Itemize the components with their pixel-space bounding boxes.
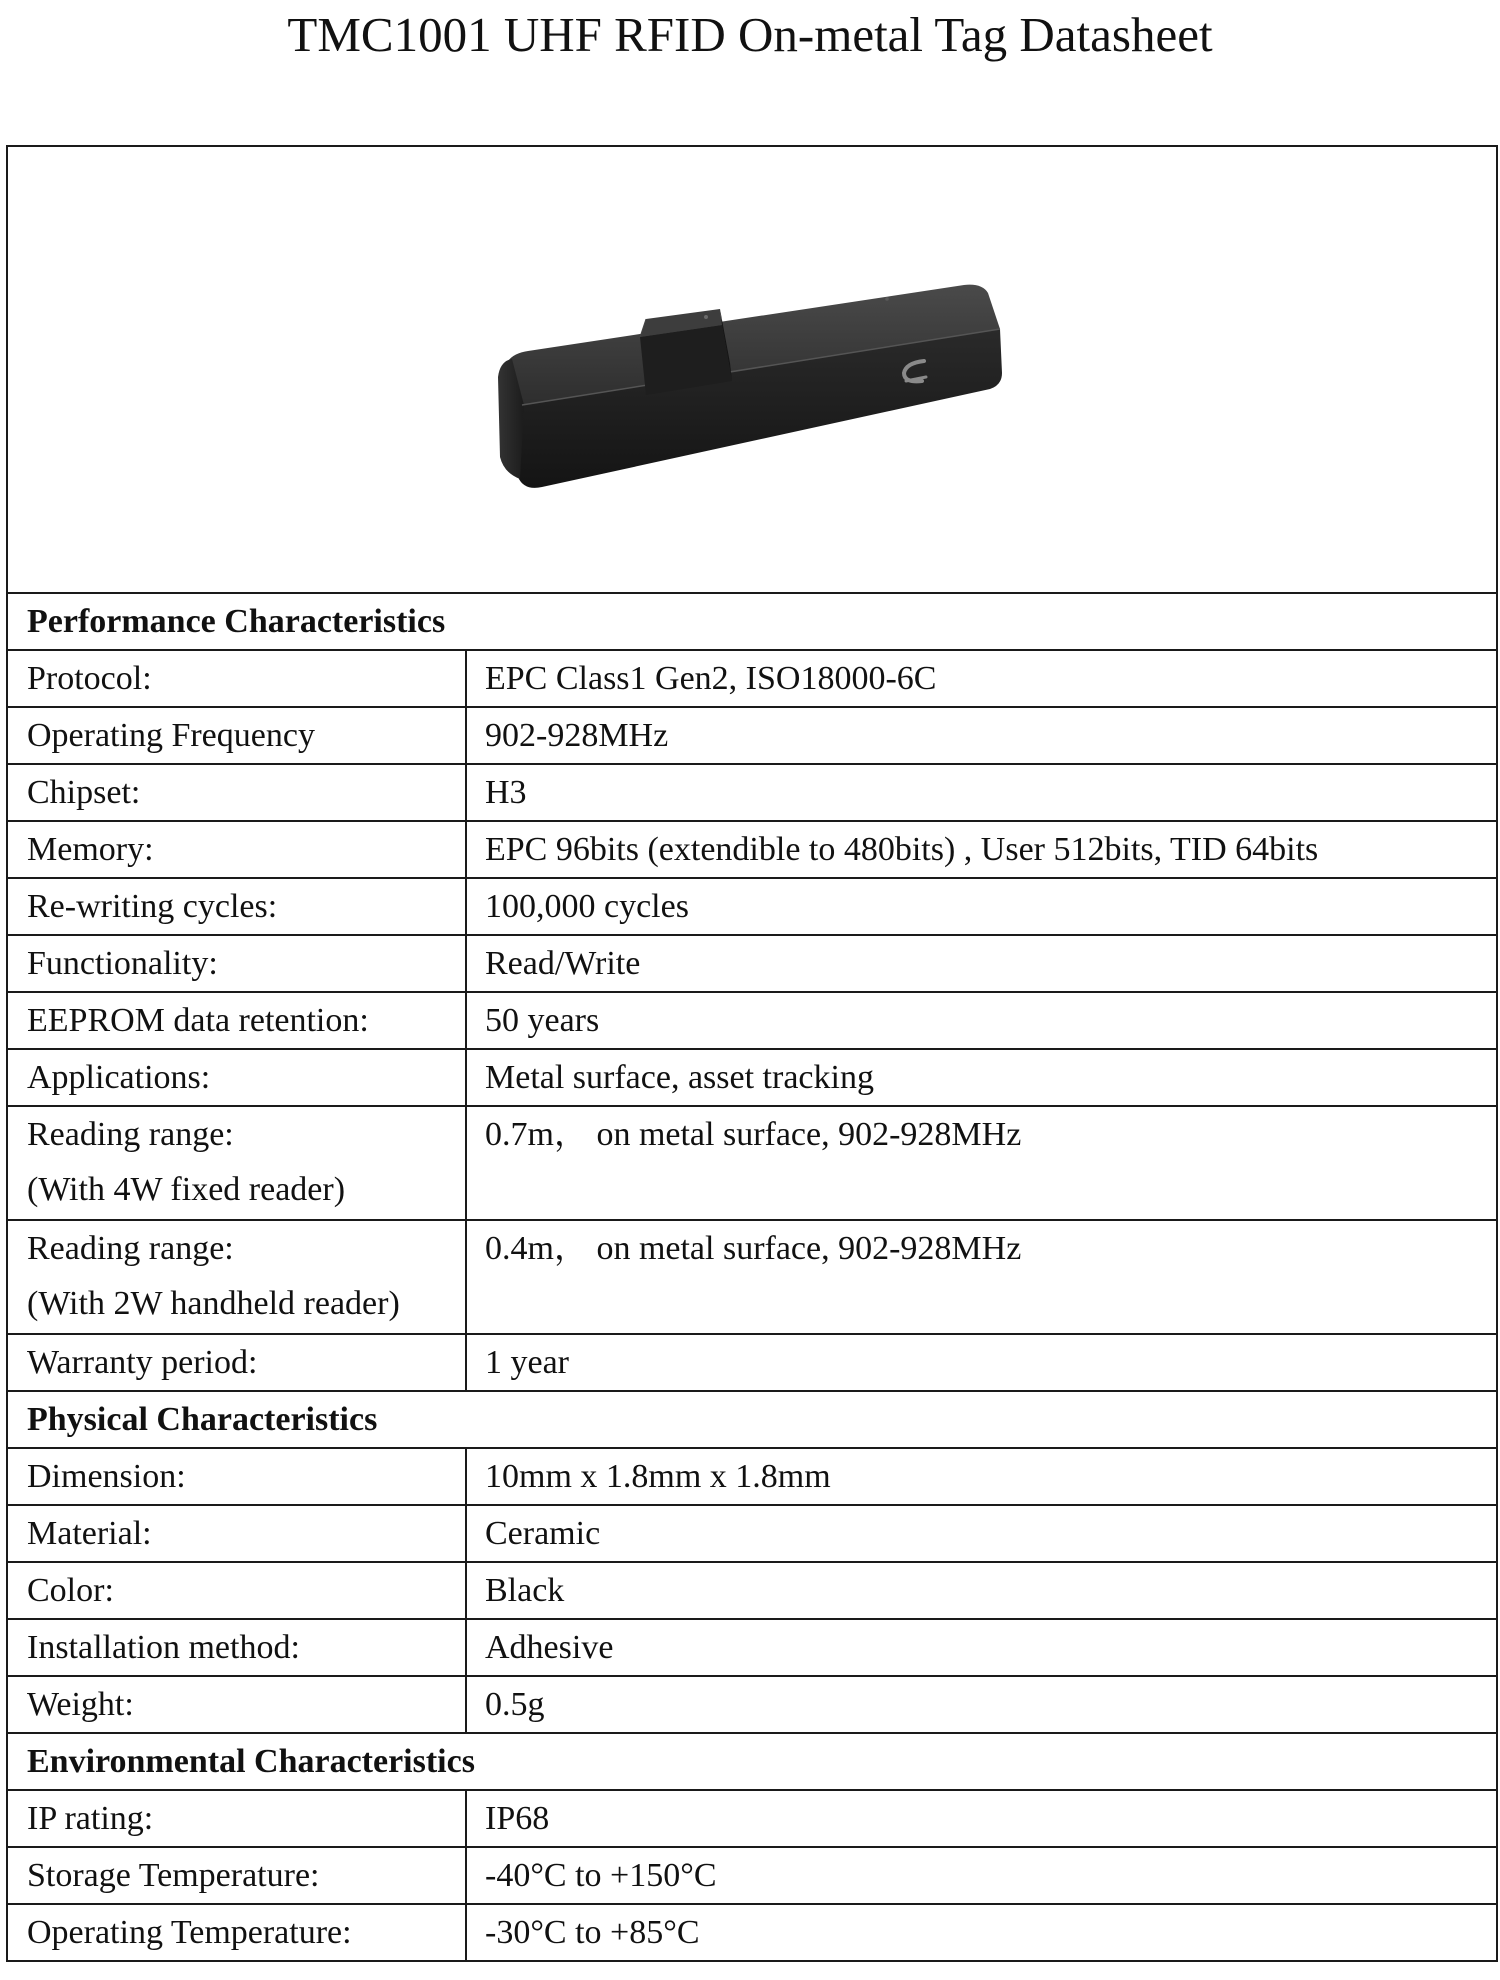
page-title: TMC1001 UHF RFID On-metal Tag Datasheet — [287, 7, 1213, 62]
row-value: 0.5g — [466, 1676, 1497, 1733]
row-label-line2: (With 4W fixed reader) — [27, 1171, 346, 1208]
row-label: Warranty period: — [7, 1334, 466, 1391]
section-row — [7, 1733, 1497, 1790]
table-row — [7, 707, 1497, 764]
row-label: Color: — [7, 1562, 466, 1619]
row-label-line2: (With 2W handheld reader) — [27, 1285, 400, 1322]
row-label: Operating Temperature: — [7, 1904, 466, 1961]
row-label: Storage Temperature: — [7, 1847, 466, 1904]
row-value: 50 years — [466, 992, 1497, 1049]
row-label: Applications: — [7, 1049, 466, 1106]
table-row — [7, 878, 1497, 935]
row-value: 100,000 cycles — [466, 878, 1497, 935]
row-label: Weight: — [7, 1676, 466, 1733]
section-heading-environmental: Environmental Characteristics — [7, 1733, 1497, 1790]
row-label: Installation method: — [7, 1619, 466, 1676]
rfid-tag-product-photo-icon — [494, 277, 1014, 497]
image-cell — [7, 146, 1497, 593]
table-row — [7, 650, 1497, 707]
table-row — [7, 1676, 1497, 1733]
row-value: 1 year — [466, 1334, 1497, 1391]
table-row — [7, 1904, 1497, 1961]
row-value: Ceramic — [466, 1505, 1497, 1562]
row-label: Chipset: — [7, 764, 466, 821]
section-heading-physical: Physical Characteristics — [7, 1391, 1497, 1448]
row-label-line1: Reading range: — [27, 1230, 234, 1267]
row-value: 0.4m， on metal surface, 902-928MHz — [466, 1220, 1497, 1334]
row-value: -40°C to +150°C — [466, 1847, 1497, 1904]
row-label: Operating Frequency — [7, 707, 466, 764]
row-value: H3 — [466, 764, 1497, 821]
row-value: EPC 96bits (extendible to 480bits) , User 512bits, TID 64bits — [466, 821, 1497, 878]
image-row — [7, 146, 1497, 593]
row-label — [7, 1106, 466, 1220]
row-value: Black — [466, 1562, 1497, 1619]
table-row — [7, 1049, 1497, 1106]
table-row — [7, 1847, 1497, 1904]
row-value: 902-928MHz — [466, 707, 1497, 764]
row-value: Metal surface, asset tracking — [466, 1049, 1497, 1106]
row-label: EEPROM data retention: — [7, 992, 466, 1049]
table-row — [7, 1619, 1497, 1676]
row-label: IP rating: — [7, 1790, 466, 1847]
datasheet-table — [6, 145, 1498, 1962]
table-row — [7, 1505, 1497, 1562]
row-value: EPC Class1 Gen2, ISO18000-6C — [466, 650, 1497, 707]
row-label — [7, 1220, 466, 1334]
row-label-line1: Reading range: — [27, 1116, 234, 1153]
row-value: 0.7m， on metal surface, 902-928MHz — [466, 1106, 1497, 1220]
row-value: 10mm x 1.8mm x 1.8mm — [466, 1448, 1497, 1505]
row-value: Read/Write — [466, 935, 1497, 992]
table-row — [7, 1106, 1497, 1220]
section-row — [7, 1391, 1497, 1448]
section-heading-performance: Performance Characteristics — [7, 593, 1497, 650]
row-label: Functionality: — [7, 935, 466, 992]
row-label: Re-writing cycles: — [7, 878, 466, 935]
section-row — [7, 593, 1497, 650]
row-value: IP68 — [466, 1790, 1497, 1847]
table-row — [7, 1562, 1497, 1619]
row-label: Material: — [7, 1505, 466, 1562]
row-label: Memory: — [7, 821, 466, 878]
table-row — [7, 821, 1497, 878]
table-row — [7, 1790, 1497, 1847]
table-row — [7, 1448, 1497, 1505]
table-row — [7, 1220, 1497, 1334]
table-row — [7, 1334, 1497, 1391]
row-label: Protocol: — [7, 650, 466, 707]
row-value: -30°C to +85°C — [466, 1904, 1497, 1961]
table-row — [7, 764, 1497, 821]
row-value: Adhesive — [466, 1619, 1497, 1676]
table-row — [7, 992, 1497, 1049]
row-label: Dimension: — [7, 1448, 466, 1505]
table-row — [7, 935, 1497, 992]
